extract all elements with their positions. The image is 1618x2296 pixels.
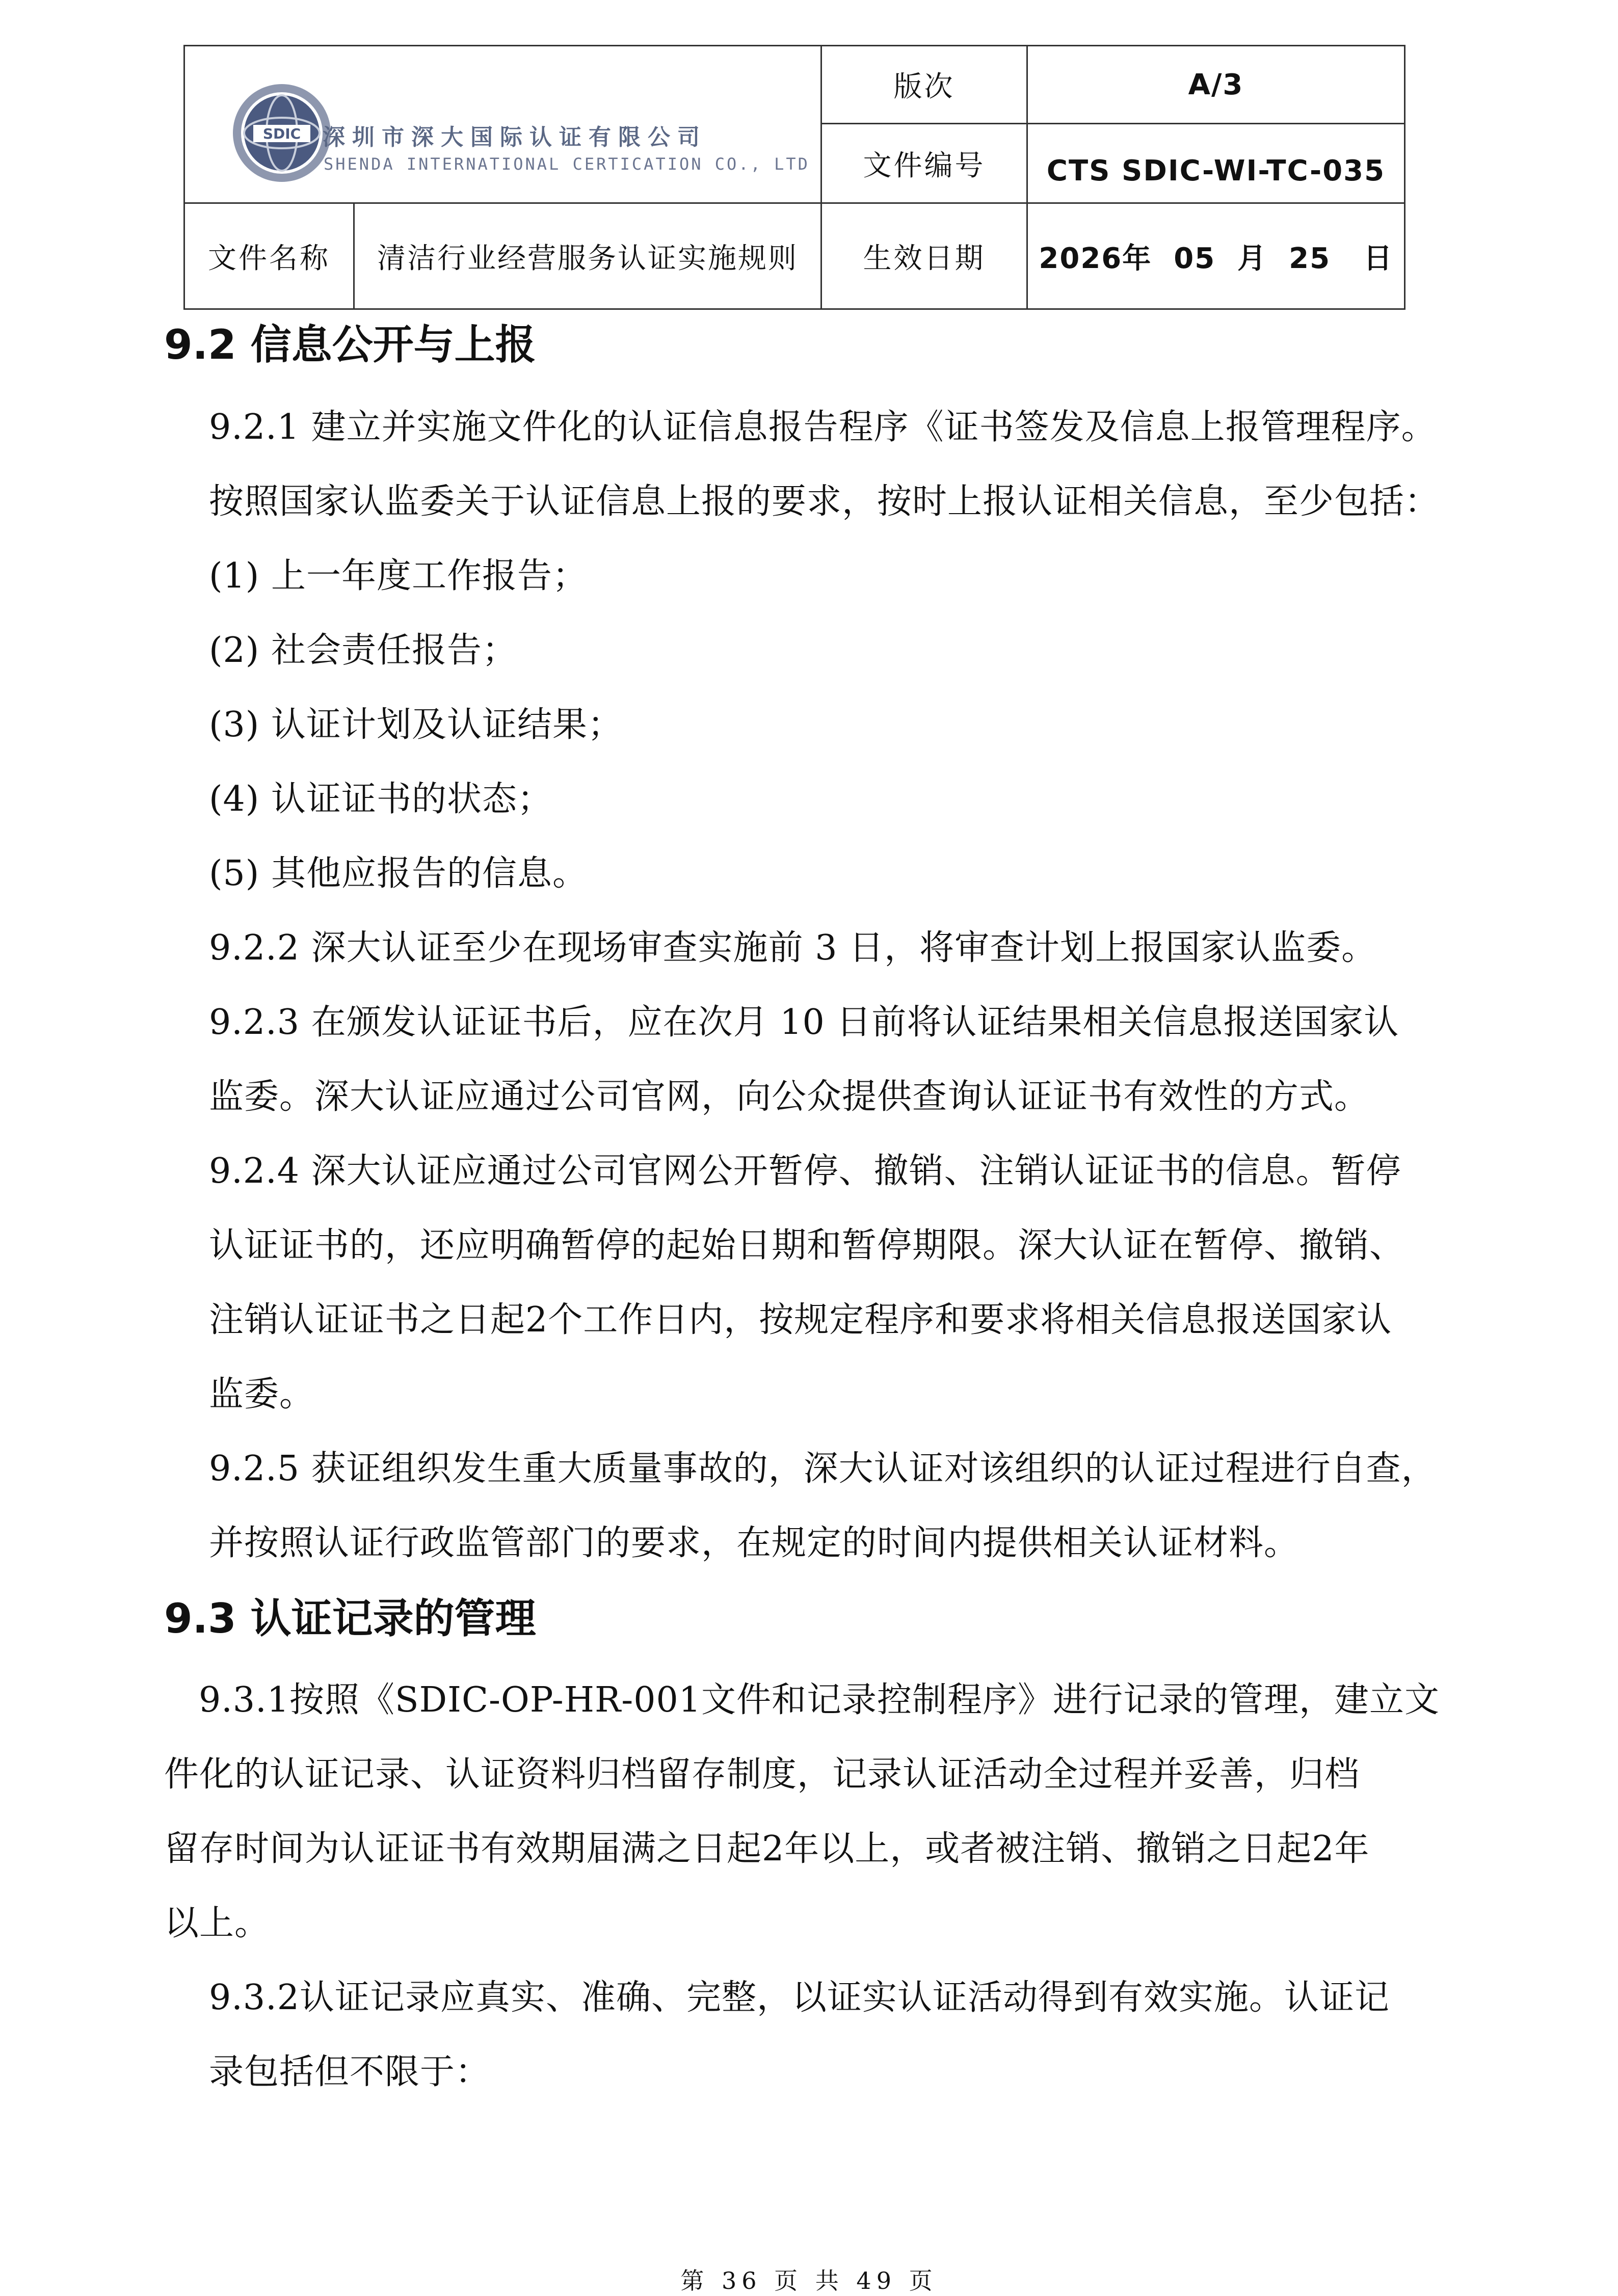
paragraph-line: 监委。 bbox=[209, 1374, 315, 1414]
doc-name-label: 文件名称 bbox=[208, 242, 330, 275]
list-item: (5) 其他应报告的信息。 bbox=[209, 853, 588, 894]
doc-name-value: 清洁行业经营服务认证实施规则 bbox=[377, 242, 798, 275]
company-name-en: SHENDA INTERNATIONAL CERTICATION CO., LTD bbox=[324, 154, 810, 174]
version-label: 版次 bbox=[893, 70, 955, 103]
company-name-cn: 深圳市深大国际认证有限公司 bbox=[323, 124, 707, 150]
sdic-emblem-icon bbox=[231, 82, 333, 184]
paragraph-line: 录包括但不限于： bbox=[209, 2052, 491, 2092]
page-number-footer: 第 36 页 共 49 页 bbox=[680, 2267, 938, 2294]
paragraph-line: 9.2.1 建立并实施文件化的认证信息报告程序《证书签发及信息上报管理程序。 bbox=[209, 407, 1437, 447]
paragraph-line: 9.2.2 深大认证至少在现场审查实施前 3 日，将审查计划上报国家认监委。 bbox=[209, 928, 1377, 968]
paragraph-line: 9.3.2认证记录应真实、准确、完整，以证实认证活动得到有效实施。认证记 bbox=[209, 1978, 1390, 2018]
effective-date-value: 2026年 05 月 25 日 bbox=[1039, 242, 1393, 275]
paragraph-line: 按照国家认监委关于认证信息上报的要求，按时上报认证相关信息，至少包括： bbox=[209, 482, 1440, 522]
logo-text: SDIC bbox=[262, 125, 301, 142]
doc-number-label: 文件编号 bbox=[863, 149, 986, 182]
paragraph-line: 注销认证证书之日起2个工作日内，按规定程序和要求将相关信息报送国家认 bbox=[209, 1300, 1392, 1340]
effective-date-label: 生效日期 bbox=[863, 242, 986, 275]
paragraph-line: 件化的认证记录、认证资料归档留存制度，记录认证活动全过程并妥善，归档 bbox=[164, 1754, 1360, 1795]
paragraph-line: 9.2.5 获证组织发生重大质量事故的，深大认证对该组织的认证过程进行自查， bbox=[209, 1449, 1437, 1489]
paragraph-line: 以上。 bbox=[164, 1903, 270, 1943]
list-item: (2) 社会责任报告； bbox=[209, 630, 517, 671]
list-item: (1) 上一年度工作报告； bbox=[209, 556, 588, 596]
paragraph-line: 监委。深大认证应通过公司官网，向公众提供查询认证证书有效性的方式。 bbox=[209, 1077, 1370, 1117]
company-logo bbox=[231, 77, 812, 204]
paragraph-line: 留存时间为认证证书有效期届满之日起2年以上，或者被注销、撤销之日起2年 bbox=[164, 1829, 1370, 1869]
paragraph-line: 并按照认证行政监管部门的要求，在规定的时间内提供相关认证材料。 bbox=[209, 1523, 1299, 1563]
paragraph-line: 认证证书的，还应明确暂停的起始日期和暂停期限。深大认证在暂停、撤销、 bbox=[209, 1225, 1405, 1266]
list-item: (3) 认证计划及认证结果； bbox=[209, 705, 623, 745]
section-heading-9-2: 9.2 信息公开与上报 bbox=[164, 321, 536, 368]
list-item: (4) 认证证书的状态； bbox=[209, 779, 552, 819]
doc-number-value: CTS SDIC-WI-TC-035 bbox=[1046, 154, 1386, 188]
paragraph-line: 9.2.3 在颁发认证证书后，应在次月 10 日前将认证结果相关信息报送国家认 bbox=[209, 1002, 1399, 1043]
paragraph-line: 9.3.1按照《SDIC-OP-HR-001文件和记录控制程序》进行记录的管理，建立文 bbox=[199, 1680, 1440, 1720]
section-heading-9-3: 9.3 认证记录的管理 bbox=[164, 1595, 536, 1642]
version-value: A/3 bbox=[1188, 68, 1244, 101]
paragraph-line: 9.2.4 深大认证应通过公司官网公开暂停、撤销、注销认证证书的信息。暂停 bbox=[209, 1151, 1401, 1191]
document-header-table bbox=[183, 45, 1405, 310]
